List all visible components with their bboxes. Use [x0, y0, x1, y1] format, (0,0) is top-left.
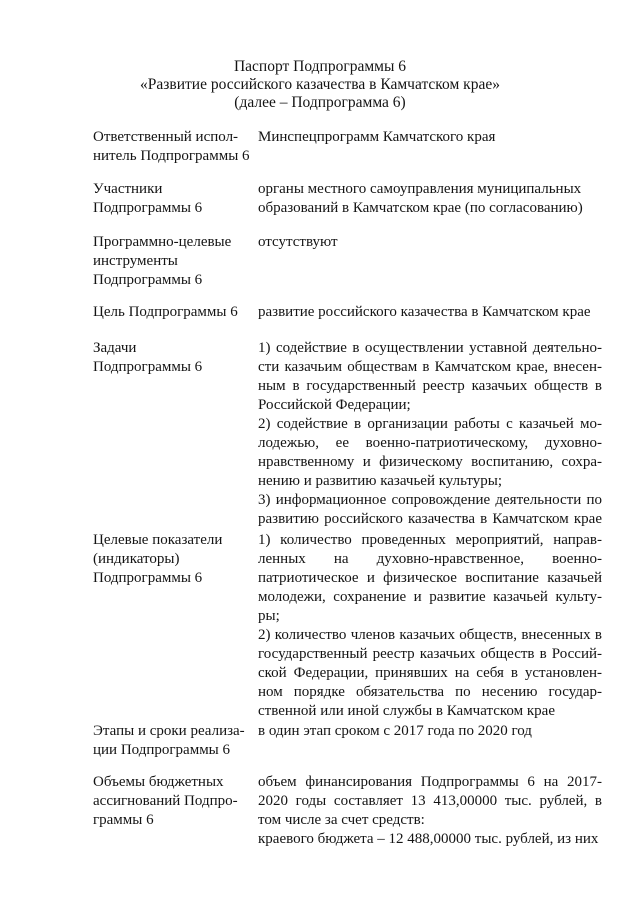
value-line: сти казачьим обществам в Камчатском крае, внесен-	[258, 359, 602, 375]
value-line: лодежью, ее военно-патриотическому, духовно-	[258, 435, 602, 451]
document-title	[0, 58, 640, 112]
value-line: ным в государственный реестр казачьих обществ в	[258, 378, 602, 394]
value-line: Минспецпрограмм Камчатского края	[258, 129, 496, 145]
value-line: 1) количество проведенных мероприятий, направ-	[258, 532, 602, 548]
value-line: краевого бюджета – 12 488,00000 тыс. рублей, из них	[258, 831, 599, 847]
row-label	[93, 180, 255, 218]
title-line-1: Паспорт Подпрограммы 6	[233, 58, 406, 75]
row-value	[258, 128, 602, 147]
label-line: Ответственный испол-	[93, 129, 239, 145]
value-line: 2020 годы составляет 13 413,00000 тыс. рублей, в	[258, 793, 602, 809]
row-value	[258, 531, 602, 721]
value-line: 2) количество членов казачьих обществ, внесенных в	[258, 627, 602, 643]
value-line: развитие российского казачества в Камчатском крае	[258, 304, 591, 320]
row-value	[258, 339, 602, 529]
label-line: Этапы и сроки реализа-	[93, 723, 245, 739]
label-line: Подпрограммы 6	[93, 359, 203, 375]
value-line: развитию российского казачества в Камчатском крае	[258, 511, 602, 527]
value-line: том числе за счет средств:	[258, 812, 425, 828]
value-line: отсутствуют	[258, 234, 338, 250]
value-line: образований в Камчатском крае (по согласованию)	[258, 200, 583, 216]
value-line: государственный реестр казачьих обществ в Россий-	[258, 646, 602, 662]
label-line: Объемы бюджетных	[93, 774, 224, 790]
value-line: в один этап сроком с 2017 года по 2020 год	[258, 723, 532, 739]
value-line: патриотическое и физическое воспитание казачьей	[258, 570, 602, 586]
value-line: ленных на духовно-нравственное, военно-	[258, 551, 602, 567]
row-label	[93, 531, 255, 588]
value-line: объем финансирования Подпрограммы 6 на 2017-	[258, 774, 602, 790]
value-line: молодежи, сохранение и развитие казачьей культу-	[258, 589, 602, 605]
label-line: Подпрограммы 6	[93, 200, 203, 216]
label-line: Программно-целевые	[93, 234, 232, 250]
row-value	[258, 303, 602, 322]
label-line: нитель Подпрограммы 6	[93, 148, 250, 164]
label-line: ции Подпрограммы 6	[93, 742, 231, 758]
value-line: 2) содействие в организации работы с казачьей мо-	[258, 416, 602, 432]
value-line: Российской Федерации;	[258, 397, 411, 413]
value-line: ственной или иной службы в Камчатском крае	[258, 703, 555, 719]
row-value	[258, 722, 602, 741]
value-line: органы местного самоуправления муниципальных	[258, 181, 582, 197]
title-line-3: (далее – Подпрограмма 6)	[234, 94, 406, 111]
row-label	[93, 339, 255, 377]
row-label	[93, 773, 255, 830]
title-line-2: «Развитие российского казачества в Камчатском крае»	[140, 76, 500, 93]
value-line: 1) содействие в осуществлении уставной деятельно-	[258, 340, 602, 356]
row-value	[258, 773, 602, 849]
label-line: Участники	[93, 181, 163, 197]
row-value	[258, 180, 602, 218]
row-label	[93, 722, 255, 760]
value-line: ской Федерации, принявших на себя в установлен-	[258, 665, 602, 681]
value-line: ном порядке обязательства по несению государ-	[258, 684, 602, 700]
label-line: Подпрограммы 6	[93, 272, 203, 288]
row-value	[258, 233, 602, 252]
label-line: (индикаторы)	[93, 551, 180, 567]
value-line: нению и развитию казачьей культуры;	[258, 473, 502, 489]
label-line: инструменты	[93, 253, 178, 269]
value-line: 3) информационное сопровождение деятельности по	[258, 492, 602, 508]
value-line: ры;	[258, 608, 280, 624]
label-line: Подпрограммы 6	[93, 570, 203, 586]
label-line: Цель Подпрограммы 6	[93, 304, 238, 320]
label-line: граммы 6	[93, 812, 154, 828]
row-label	[93, 233, 255, 290]
label-line: ассигнований Подпро-	[93, 793, 238, 809]
label-line: Целевые показатели	[93, 532, 223, 548]
value-line: нравственному и физическому воспитанию, сохра-	[258, 454, 602, 470]
label-line: Задачи	[93, 340, 137, 356]
row-label	[93, 303, 255, 322]
row-label	[93, 128, 255, 166]
